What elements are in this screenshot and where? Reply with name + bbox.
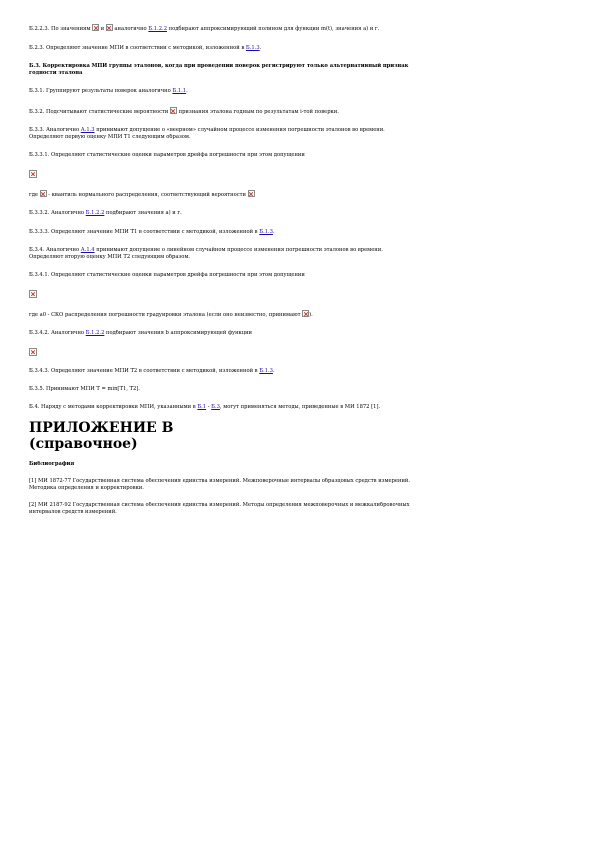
paragraph-b223 (29, 24, 566, 33)
link-b13[interactable]: Б.1.3 (259, 368, 273, 374)
text: аналогично (112, 26, 149, 32)
text: признания эталона годным по результатам i-той поверки. (176, 109, 339, 115)
link-b122[interactable]: Б.1.2.2 (148, 26, 167, 32)
text: где (29, 192, 40, 198)
text: Б.3.3. Аналогично (29, 127, 81, 133)
broken-image-icon (92, 24, 99, 31)
appendix-heading (29, 420, 566, 452)
paragraph-b33 (29, 127, 566, 141)
appendix-title: ПРИЛОЖЕНИЕ В (29, 420, 174, 436)
text: . (186, 88, 188, 94)
text: Б.3.3.2. Аналогично (29, 210, 86, 216)
formula-image-icon (29, 290, 37, 298)
paragraph-b23 (29, 45, 566, 52)
paragraph-b341: Б.3.4.1. Определяют статистические оценки параметров дрейфа погрешности при этом допущении (29, 272, 305, 278)
text: Б.3.2. Подсчитывают статистические вероятности (29, 109, 170, 115)
section-heading-b3 (29, 63, 566, 77)
link-b3[interactable]: Б.3 (211, 404, 220, 410)
paragraph-b32 (29, 107, 566, 116)
text: принимают допущение о линейном случайном процессе изменения погрешности эталонов во времени. (94, 247, 383, 253)
paragraph-b333 (29, 229, 566, 236)
paragraph-b342 (29, 330, 566, 337)
paragraph-b332 (29, 210, 566, 217)
text: принимают допущение о «веерном» случайном процессе изменения погрешности эталонов во времени. (94, 127, 385, 133)
link-b122[interactable]: Б.1.2.2 (85, 210, 105, 216)
link-a14[interactable]: А.1.4 (80, 247, 95, 253)
text: Б.3.4.2. Аналогично (29, 330, 86, 336)
broken-image-icon (170, 107, 177, 114)
text: Б.2.2.3. По значениям (29, 26, 93, 32)
link-b13[interactable]: Б.1.3 (259, 229, 273, 235)
document-page (29, 14, 566, 516)
formula-image-icon (29, 170, 37, 178)
paragraph-b31 (29, 88, 566, 95)
paragraph-line (29, 247, 566, 254)
text: Б.3.1. Группируют результаты поверок аналогично (29, 88, 173, 94)
text: . (259, 45, 262, 51)
paragraph-where-sko (29, 310, 566, 319)
text: и (99, 26, 106, 32)
broken-image-icon (302, 310, 309, 317)
heading-line: Б.3. Корректировка МПИ группы эталонов, когда при проведении поверок регистрируют только альтернативный признак (29, 63, 409, 69)
paragraph-where-quantile (29, 190, 566, 199)
reference-line: [2] МИ 2187-92 Государственная система обеспечения единства измерений. Методы определения межповерочных и межкалибровочных (29, 502, 410, 508)
broken-image-icon (248, 190, 255, 197)
text: где a0 - СКО распределения погрешности градуировки эталона (если оно неизвестно, принимают (29, 312, 303, 318)
text: Б.3.4. Аналогично (29, 247, 81, 253)
reference-line: Методика определения и корректировки. (29, 485, 144, 491)
paragraph-line (29, 127, 566, 134)
link-a13[interactable]: А.1.3 (80, 127, 95, 133)
paragraph-b331: Б.3.3.1. Определяют статистические оценки параметров дрейфа погрешности при этом допущении (29, 152, 305, 158)
paragraph-line: Определяют вторую оценку МПИ Т2 следующим образом. (29, 254, 191, 260)
appendix-subtitle: (справочное) (29, 436, 138, 452)
link-b13[interactable]: Б.1.3 (245, 45, 260, 51)
text: ). (309, 312, 313, 318)
text: , могут применяться методы, приведенные в МИ 1872 [1]. (219, 404, 381, 410)
link-b1[interactable]: Б.1 (197, 404, 207, 410)
paragraph-b343 (29, 368, 566, 375)
paragraph-b4 (29, 404, 566, 411)
reference-2 (29, 502, 566, 516)
text: . (272, 368, 275, 374)
broken-image-icon (40, 190, 47, 197)
text: - квантиль нормального распределения, соответствующий вероятности (46, 192, 248, 198)
bibliography-heading: Библиография (29, 461, 75, 467)
broken-image-icon (106, 24, 113, 31)
text: - (206, 404, 212, 410)
heading-line: годности эталона (29, 70, 83, 76)
text: Б.3.4.3. Определяют значение МПИ Т2 в соответствии с методикой, изложенной в (29, 368, 260, 374)
text: Б.4. Наряду с методами корректировки МПИ, указанными в (29, 404, 198, 410)
reference-line: [1] МИ 1872-77 Государственная система обеспечения единства измерений. Межповерочные интервалы образцовых средств измерений. (29, 478, 411, 484)
paragraph-b35: Б.3.5. Принимают МПИ Т = min[T1, T2]. (29, 386, 140, 392)
text: Б.2.3. Определяют значение МПИ в соответствии с методикой, изложенной в (29, 45, 246, 51)
text: подбирают значения b аппроксимирующей функции (104, 330, 253, 336)
text: подбирают значения a) и г. (104, 210, 182, 216)
text: . (272, 229, 275, 235)
link-b11[interactable]: Б.1.1 (172, 88, 187, 94)
link-b122[interactable]: Б.1.2.2 (85, 330, 105, 336)
reference-1 (29, 478, 566, 492)
paragraph-b34 (29, 247, 566, 261)
text: подбирают аппроксимирующий полином для функции m(t), значения a) и г. (167, 26, 380, 32)
formula-image-icon (29, 348, 37, 356)
paragraph-line: Определяют первую оценку МПИ Т1 следующим образом. (29, 134, 191, 140)
text: Б.3.3.3. Определяют значение МПИ Т1 в соответствии с методикой, изложенной в (29, 229, 260, 235)
reference-line: интервалов средств измерений. (29, 509, 117, 515)
